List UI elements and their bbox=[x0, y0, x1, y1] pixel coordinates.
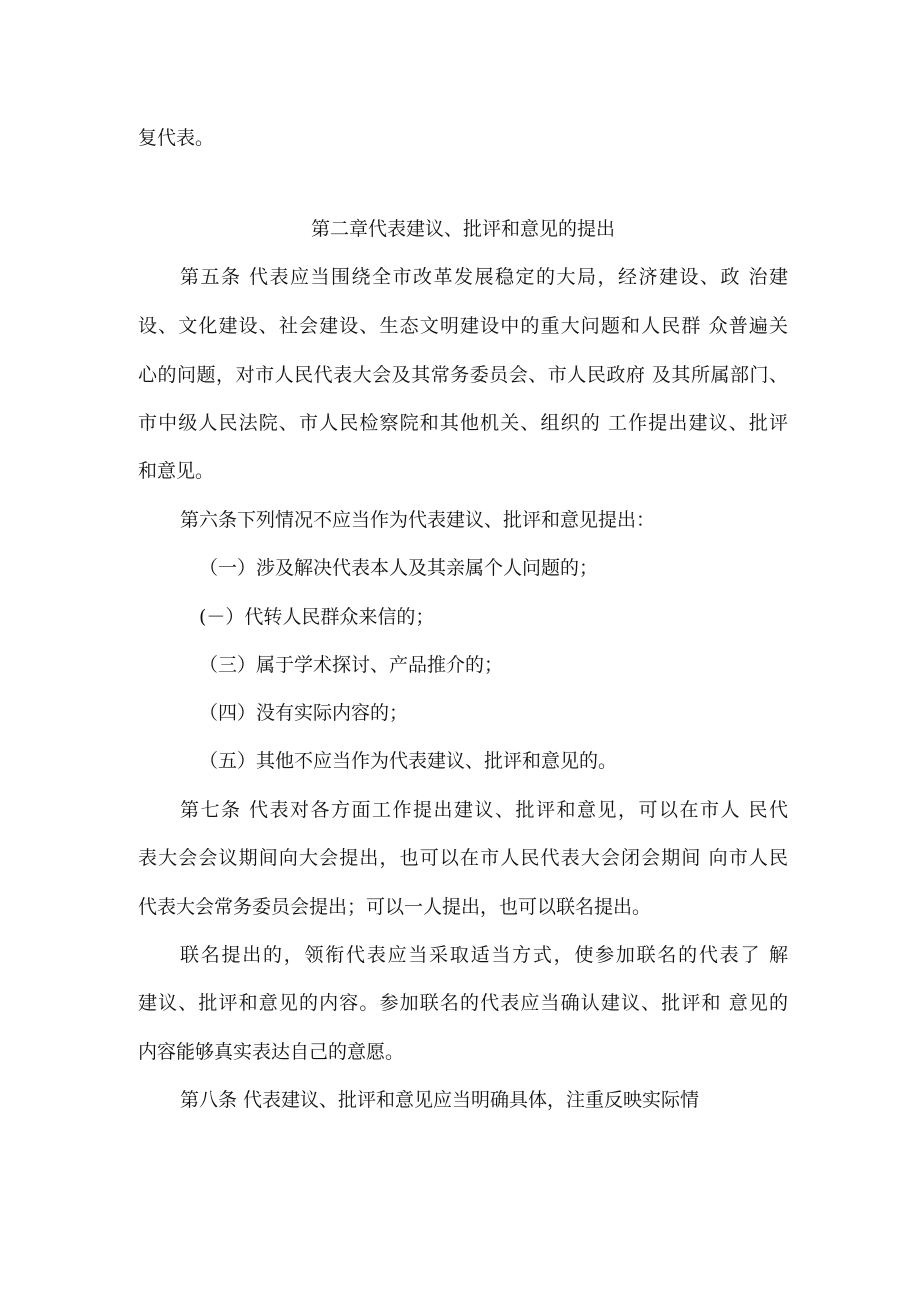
joint-proposal-line-3: 内容能够真实表达自己的意愿。 bbox=[138, 1041, 405, 1063]
list-item-2: (－）代转人民群众来信的； bbox=[199, 606, 435, 628]
paragraph-line: 复代表。 bbox=[138, 127, 215, 149]
article-5-line-2: 设、文化建设、社会建设、生态文明建设中的重大问题和人民群 众普遍关 bbox=[138, 315, 788, 337]
list-item-5: （五）其他不应当作为代表建议、批评和意见的。 bbox=[199, 750, 618, 772]
joint-proposal-line-1: 联名提出的，领衔代表应当采取适当方式，使参加联名的代表了 解 bbox=[180, 944, 788, 966]
joint-proposal-line-2: 建议、批评和意见的内容。参加联名的代表应当确认建议、批评和 意见的 bbox=[138, 992, 788, 1014]
article-5-line-1: 第五条 代表应当围绕全市改革发展稳定的大局，经济建设、政 治建 bbox=[180, 266, 788, 288]
article-8-line-1: 第八条 代表建议、批评和意见应当明确具体，注重反映实际情 bbox=[180, 1089, 700, 1111]
list-item-3: （三）属于学术探讨、产品推介的； bbox=[199, 654, 504, 676]
chapter-heading: 第二章代表建议、批评和意见的提出 bbox=[310, 218, 615, 240]
article-6-line: 第六条下列情况不应当作为代表建议、批评和意见提出： bbox=[180, 509, 656, 531]
article-7-line-2: 表大会会议期间向大会提出，也可以在市人民代表大会闭会期间 向市人民 bbox=[138, 847, 788, 869]
list-item-1: （一）涉及解决代表本人及其亲属个人问题的； bbox=[199, 557, 599, 579]
article-7-line-3: 代表大会常务委员会提出；可以一人提出，也可以联名提出。 bbox=[138, 896, 652, 918]
article-5-line-4: 市中级人民法院、市人民检察院和其他机关、组织的 工作提出建议、批评 bbox=[138, 412, 788, 434]
article-5-line-5: 和意见。 bbox=[138, 460, 215, 482]
article-7-line-1: 第七条 代表对各方面工作提出建议、批评和意见，可以在市人 民代 bbox=[180, 799, 788, 821]
article-5-line-3: 心的问题，对市人民代表大会及其常务委员会、市人民政府 及其所属部门、 bbox=[138, 364, 788, 386]
list-item-4: （四）没有实际内容的； bbox=[199, 702, 409, 724]
